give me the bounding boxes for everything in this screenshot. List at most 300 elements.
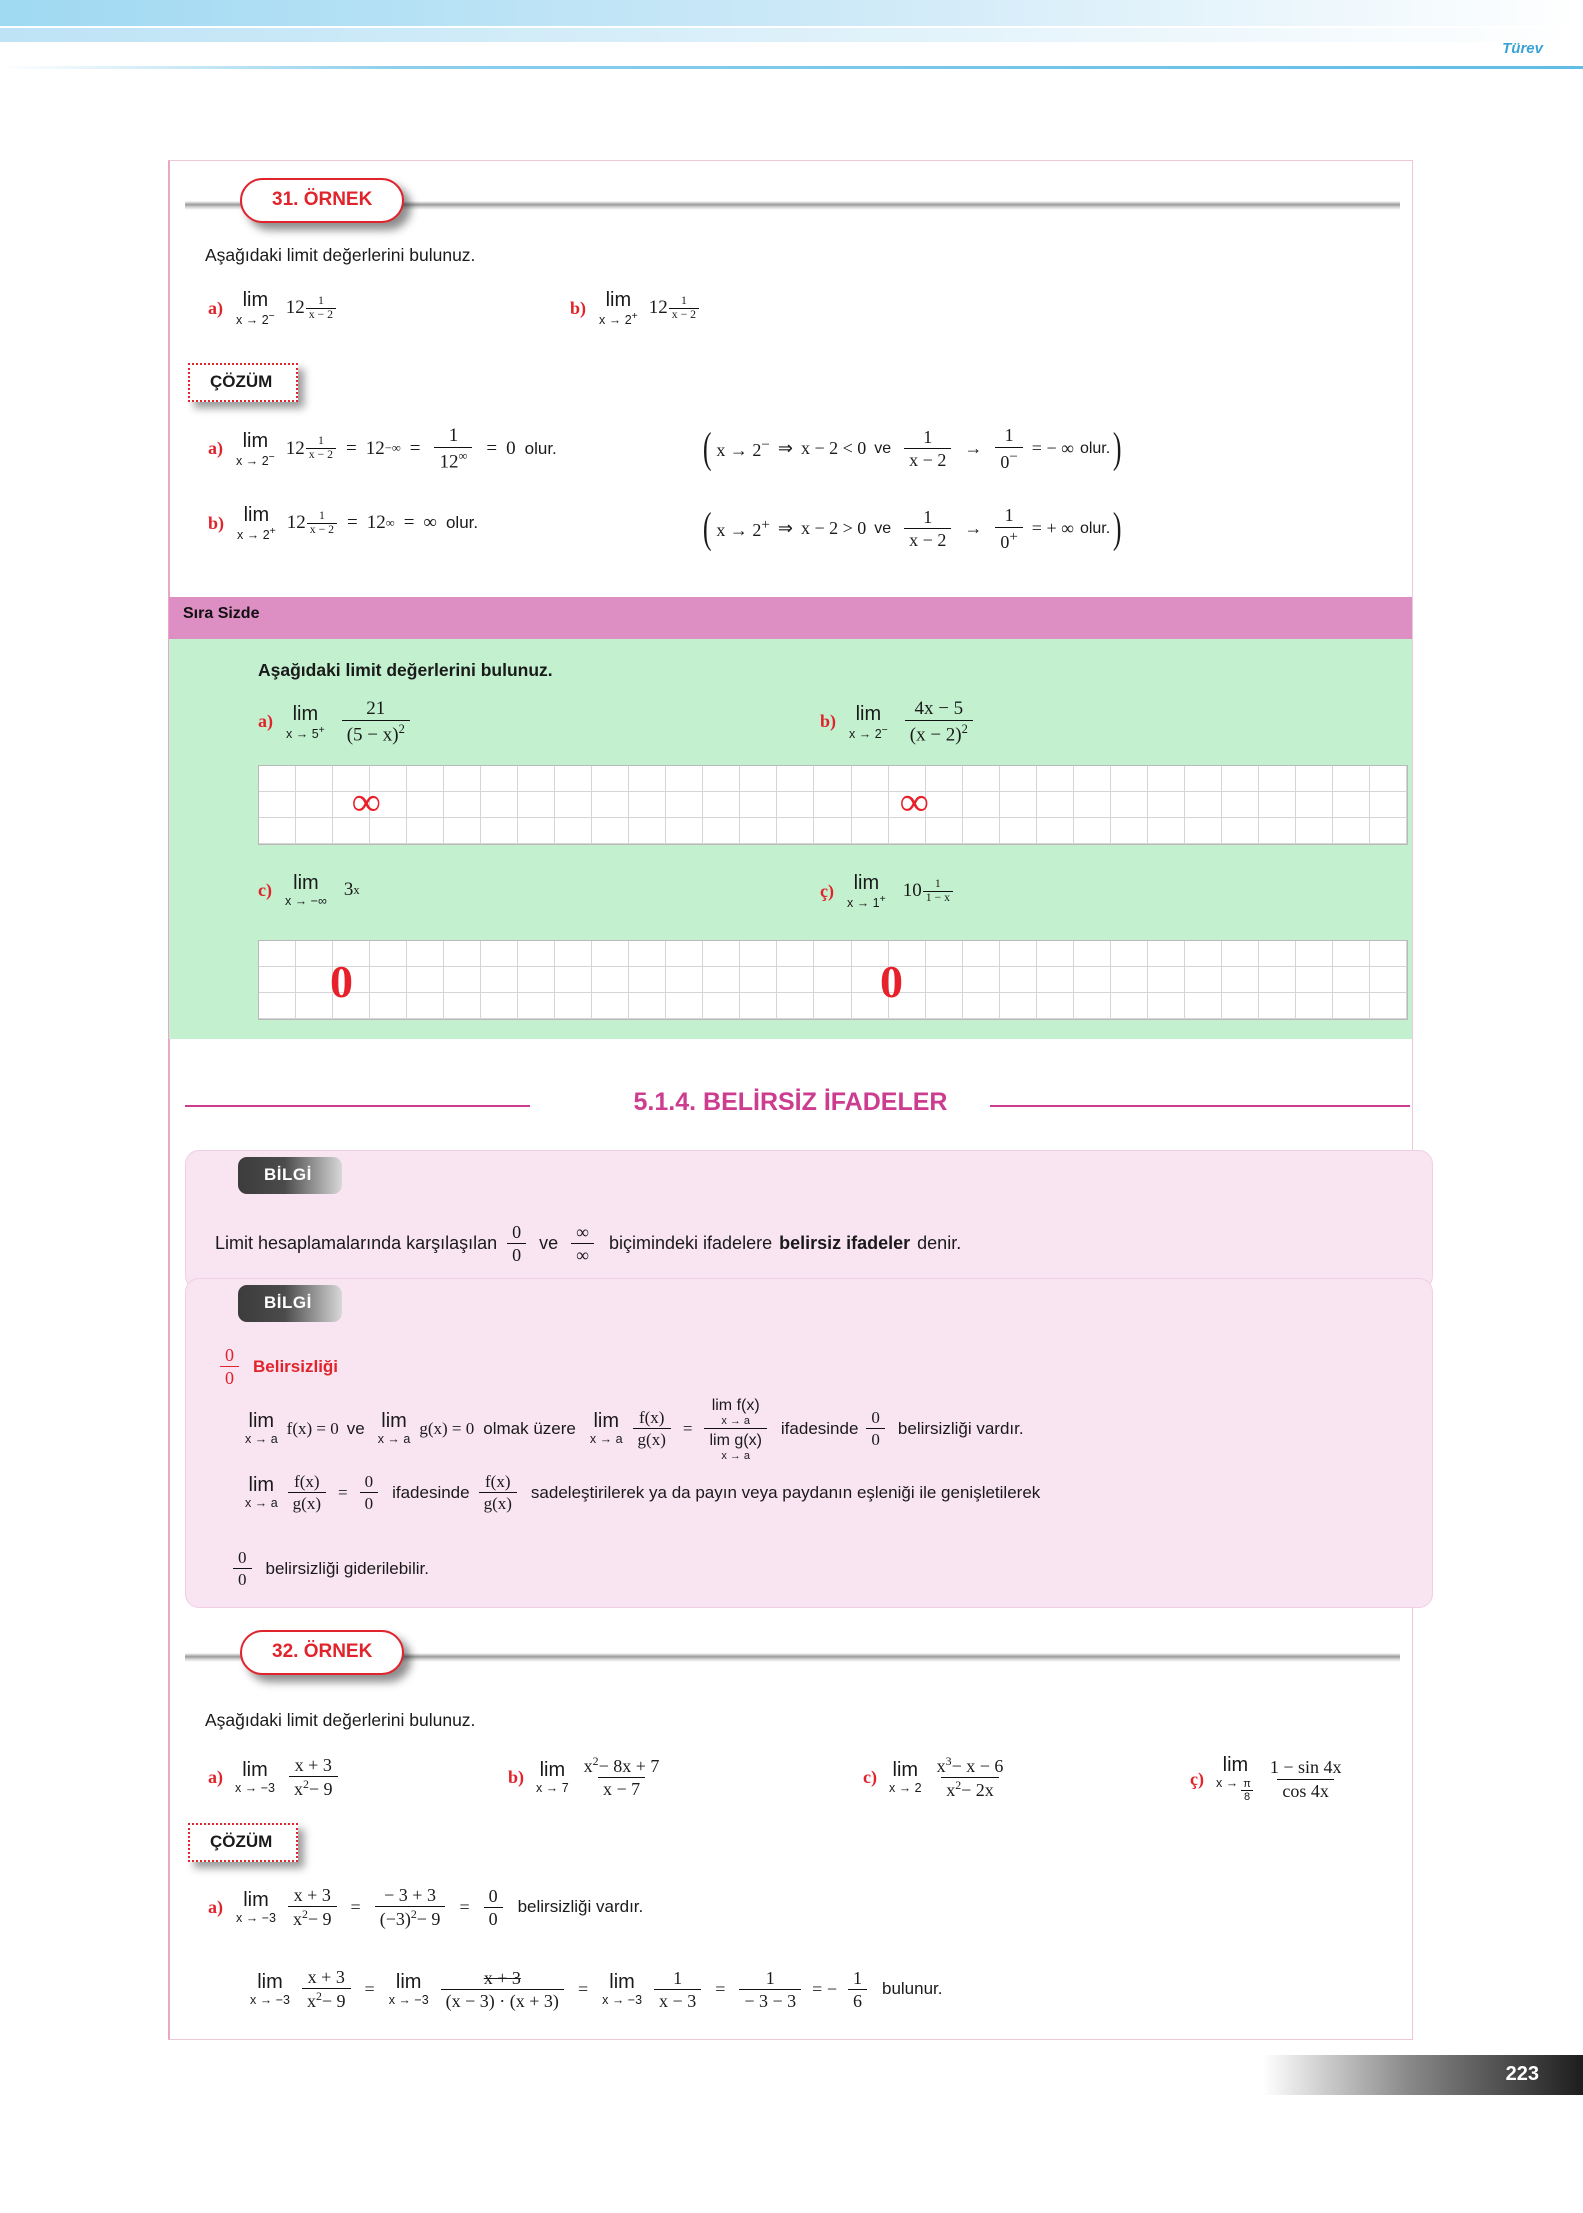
grid-cell[interactable] (926, 967, 963, 993)
grid-cell[interactable] (703, 818, 740, 844)
olur-text: olur. (1079, 439, 1111, 457)
step-exponent: ∞ (385, 515, 395, 530)
limit-operator (849, 704, 888, 741)
lim-text: lim (605, 289, 632, 311)
grid-cell[interactable] (296, 818, 333, 844)
grid-cell[interactable] (852, 941, 889, 967)
grid-cell[interactable] (370, 792, 407, 818)
header-rule (0, 66, 1583, 69)
line2-fraction-2: $\frac{f(x)}{g(x)}$ (479, 1472, 517, 1513)
grid-cell[interactable] (1037, 993, 1074, 1019)
grid-cell[interactable] (555, 967, 592, 993)
grid-cell[interactable] (963, 967, 1000, 993)
grid-cell[interactable] (481, 818, 518, 844)
limit-operator (237, 505, 276, 542)
grid-cell[interactable] (777, 941, 814, 967)
grid-cell[interactable] (852, 993, 889, 1019)
grid-cell[interactable] (296, 792, 333, 818)
grid-cell[interactable] (1185, 792, 1222, 818)
equals: = (403, 512, 415, 534)
sira-sizde-prompt: Aşağıdaki limit değerlerini bulunuz. (258, 660, 553, 680)
limit-operator: lim x → −3 (250, 1970, 290, 2007)
sira-problem-b (820, 698, 978, 746)
rhs-fraction (704, 1395, 766, 1462)
solution-fraction-1: $\frac{x + 3}{x^2- 9}$ (288, 1885, 337, 1929)
olur-text: olur. (1079, 519, 1111, 537)
bilgi-text-mid: biçimindeki ifadelere (609, 1233, 773, 1254)
grid-cell[interactable] (333, 967, 370, 993)
zero-over-zero: $\frac{0}{0}$ (360, 1472, 379, 1513)
running-header-title: Türev (1502, 40, 1543, 57)
grid-cell[interactable] (1185, 818, 1222, 844)
grid-cell[interactable] (296, 967, 333, 993)
example-32-item-a (208, 1755, 343, 1799)
grid-cell[interactable] (1000, 818, 1037, 844)
grid-cell[interactable] (852, 967, 889, 993)
grid-cell[interactable] (889, 993, 926, 1019)
handwritten-answer-b: ∞ (900, 779, 929, 824)
grid-cell[interactable] (926, 941, 963, 967)
grid-cell[interactable] (666, 818, 703, 844)
answer-grid-1[interactable] (258, 765, 1408, 845)
limit-operator: lim x → a (245, 1474, 278, 1511)
bilgi-2-line-2 (240, 1472, 1040, 1513)
grid-cell[interactable] (1074, 993, 1111, 1019)
function-f: f(x) = 0 (286, 1418, 339, 1438)
limit-operator: lim x → −3 (236, 1888, 276, 1925)
grid-cell[interactable] (259, 941, 296, 967)
grid-cell[interactable] (1037, 941, 1074, 967)
grid-cell[interactable] (777, 967, 814, 993)
grid-cell[interactable] (444, 818, 481, 844)
grid-cell[interactable] (296, 941, 333, 967)
grid-cell[interactable] (1296, 967, 1333, 993)
fraction-numerator: $x^2- 8x + 7$ (583, 1754, 660, 1776)
grid-cell[interactable] (370, 818, 407, 844)
step-base: 12 (365, 437, 385, 459)
grid-cell[interactable] (370, 941, 407, 967)
lhs-fraction: $\frac{f(x)}{g(x)}$ (633, 1408, 671, 1449)
lim-subscript: x → $\frac{\pi}{8}$ (1216, 1777, 1255, 1803)
grid-cell[interactable] (555, 766, 592, 792)
tail-text-1: ifadesinde (780, 1418, 859, 1438)
grid-cell[interactable] (1222, 792, 1259, 818)
grid-cell[interactable] (777, 818, 814, 844)
grid-cell[interactable] (777, 993, 814, 1019)
grid-cell[interactable] (296, 993, 333, 1019)
grid-cell[interactable] (407, 967, 444, 993)
inequality: x − 2 < 0 (800, 438, 867, 458)
grid-cell[interactable] (889, 818, 926, 844)
lim-text: lim (395, 1970, 422, 1993)
grid-cell[interactable] (1222, 967, 1259, 993)
grid-cell[interactable] (814, 792, 851, 818)
grid-cell[interactable] (1370, 766, 1407, 792)
grid-cell[interactable] (703, 967, 740, 993)
grid-cell[interactable] (481, 967, 518, 993)
zero-over-zero: $\frac{0}{0}$ (866, 1408, 885, 1449)
example-32-item-c (863, 1755, 1013, 1800)
grid-cell[interactable] (1000, 941, 1037, 967)
grid-cell[interactable] (1296, 766, 1333, 792)
mid-text: ifadesinde (392, 1482, 470, 1502)
grid-cell[interactable] (1370, 993, 1407, 1019)
grid-cell[interactable] (889, 766, 926, 792)
grid-cell[interactable] (259, 818, 296, 844)
grid-cell[interactable] (889, 941, 926, 967)
implies-symbol: ⇒ (777, 518, 793, 538)
grid-cell[interactable] (1296, 993, 1333, 1019)
grid-cell[interactable] (740, 967, 777, 993)
grid-cell[interactable] (370, 766, 407, 792)
grid-cell[interactable] (481, 792, 518, 818)
grid-cell[interactable] (555, 941, 592, 967)
item-label-b: b) (570, 297, 587, 318)
grid-cell[interactable] (481, 941, 518, 967)
grid-cell[interactable] (555, 792, 592, 818)
exponent: x (353, 882, 360, 897)
grid-cell[interactable] (740, 941, 777, 967)
bilgi-text-after: denir. (917, 1233, 962, 1254)
grid-cell[interactable] (518, 818, 555, 844)
limit-operator (236, 431, 275, 468)
cancelled-numerator: x + 3 (483, 1967, 521, 1988)
rhs-numerator (707, 1395, 765, 1428)
step-exponent: −∞ (384, 441, 401, 456)
grid-cell[interactable] (814, 818, 851, 844)
grid-cell[interactable] (592, 967, 629, 993)
grid-cell[interactable] (518, 766, 555, 792)
solution-label: a) (208, 1896, 223, 1917)
item-label-a: a) (208, 1766, 223, 1787)
grid-cell[interactable] (407, 792, 444, 818)
grid-cell[interactable] (1148, 818, 1185, 844)
grid-cell[interactable] (1296, 818, 1333, 844)
grid-cell[interactable] (1296, 941, 1333, 967)
example-32-item-c-cedilla (1190, 1755, 1351, 1803)
grid-cell[interactable] (703, 993, 740, 1019)
row2-fraction-2 (441, 1968, 564, 2011)
grid-cell[interactable] (1259, 993, 1296, 1019)
note-result: = + ∞ (1031, 518, 1074, 538)
fraction-numerator: $x^3- x - 6$ (936, 1754, 1004, 1776)
grid-cell[interactable] (814, 967, 851, 993)
page-number: 223 (1505, 2063, 1539, 2085)
solution-label-a: a) (208, 438, 223, 459)
implies-symbol: ⇒ (777, 438, 793, 458)
grid-cell[interactable] (852, 818, 889, 844)
item-fraction: $\frac{1 - \sin 4x}{\cos 4x}$ (1269, 1757, 1342, 1801)
grid-cell[interactable] (518, 792, 555, 818)
example-31-note-a (700, 424, 1125, 473)
grid-cell[interactable] (518, 967, 555, 993)
grid-cell[interactable] (703, 941, 740, 967)
lim-subscript: x → 2− (236, 311, 275, 328)
grid-cell[interactable] (1000, 792, 1037, 818)
grid-cell[interactable] (1333, 993, 1370, 1019)
grid-cell[interactable] (926, 766, 963, 792)
limit-operator: lim x → a (589, 1410, 623, 1447)
grid-cell[interactable] (1333, 967, 1370, 993)
grid-cell[interactable] (518, 993, 555, 1019)
grid-cell[interactable] (481, 766, 518, 792)
grid-cell[interactable] (852, 792, 889, 818)
grid-cell[interactable] (926, 993, 963, 1019)
example-32-solution-row-2 (245, 1967, 942, 2011)
grid-cell[interactable] (1074, 941, 1111, 967)
tail-text: sadeleştirilerek ya da payın veya paydanın eşleniği ile genişletilerek (530, 1482, 1041, 1502)
lim-subscript: x → 2+ (237, 526, 276, 543)
indeterminate-inf-over-inf: $\frac{\infty}{\infty}$ (571, 1222, 594, 1265)
grid-cell[interactable] (1259, 766, 1296, 792)
olur-text: olur. (524, 438, 557, 458)
grid-cell[interactable] (740, 792, 777, 818)
grid-cell[interactable] (370, 993, 407, 1019)
equals: = (337, 1482, 348, 1502)
olur-text: olur. (445, 513, 479, 533)
bilgi-bold-term: belirsiz ifadeler (779, 1233, 911, 1254)
grid-cell[interactable] (666, 941, 703, 967)
grid-cell[interactable] (592, 818, 629, 844)
equals-2: = (459, 1896, 470, 1917)
grid-cell[interactable] (963, 993, 1000, 1019)
grid-cell[interactable] (444, 993, 481, 1019)
grid-cell[interactable] (1222, 941, 1259, 967)
grid-cell[interactable] (1259, 941, 1296, 967)
grid-cell[interactable] (333, 766, 370, 792)
grid-cell[interactable] (592, 792, 629, 818)
grid-cell[interactable] (963, 766, 1000, 792)
grid-cell[interactable] (1185, 967, 1222, 993)
grid-cell[interactable] (963, 818, 1000, 844)
grid-cell[interactable] (518, 941, 555, 967)
grid-cell[interactable] (1111, 941, 1148, 967)
answer-grid-2[interactable] (258, 940, 1408, 1020)
grid-cell[interactable] (407, 993, 444, 1019)
grid-cell[interactable] (889, 792, 926, 818)
grid-cell[interactable] (1185, 766, 1222, 792)
grid-cell[interactable] (1074, 967, 1111, 993)
inequality: x − 2 > 0 (800, 518, 867, 538)
lim-text: lim (242, 429, 269, 452)
grid-cell[interactable] (370, 967, 407, 993)
solution-value: 0 (506, 437, 516, 459)
grid-cell[interactable] (1222, 818, 1259, 844)
grid-cell[interactable] (703, 792, 740, 818)
grid-cell[interactable] (1074, 766, 1111, 792)
grid-cell[interactable] (1259, 967, 1296, 993)
row2-fraction-3: $\frac{1}{x - 3}$ (654, 1968, 701, 2011)
grid-cell[interactable] (1111, 993, 1148, 1019)
grid-cell[interactable] (592, 766, 629, 792)
grid-cell[interactable] (1111, 967, 1148, 993)
item-fraction: $\frac{x^2- 8x + 7}{x - 7}$ (579, 1755, 665, 1799)
grid-cell[interactable] (703, 766, 740, 792)
grid-cell[interactable] (629, 941, 666, 967)
lim-text: lim (539, 1758, 566, 1781)
limit-operator (1216, 1755, 1255, 1803)
grid-cell[interactable] (629, 993, 666, 1019)
grid-cell[interactable] (333, 993, 370, 1019)
grid-cell[interactable] (592, 993, 629, 1019)
note-fraction-2: $\frac{1}{0^+}$ (995, 505, 1022, 551)
zero-over-zero: $\frac{0}{0}$ (484, 1886, 503, 1929)
grid-cell[interactable] (1000, 967, 1037, 993)
grid-cell[interactable] (666, 792, 703, 818)
grid-cell[interactable] (777, 766, 814, 792)
limit-operator: lim x → −3 (235, 1758, 275, 1795)
grid-cell[interactable] (1222, 766, 1259, 792)
grid-cell[interactable] (740, 993, 777, 1019)
lim-text: lim (609, 1970, 635, 1993)
grid-cell[interactable] (1148, 941, 1185, 967)
grid-cell[interactable] (259, 967, 296, 993)
bilgi-text-before: Limit hesaplamalarında karşılaşılan (215, 1233, 498, 1254)
limit-operator: lim x → −3 (602, 1970, 643, 2007)
grid-cell[interactable] (1037, 967, 1074, 993)
grid-cell[interactable] (259, 993, 296, 1019)
fraction-denominator: 0+ (995, 527, 1022, 552)
note-fraction-1: $\frac{1}{x - 2}$ (904, 507, 951, 550)
grid-cell[interactable] (666, 993, 703, 1019)
problem-fraction: $\frac{4x - 5}{(x - 2)^2}$ (905, 698, 973, 746)
grid-cell[interactable] (814, 766, 851, 792)
handwritten-answer-a: ∞ (352, 779, 381, 824)
zero-over-zero: $\frac{0}{0}$ (233, 1548, 252, 1589)
grid-cell[interactable] (1259, 818, 1296, 844)
grid-cell[interactable] (1111, 766, 1148, 792)
grid-cell[interactable] (629, 967, 666, 993)
grid-cell[interactable] (1333, 941, 1370, 967)
right-paren: ) (1113, 425, 1122, 472)
lim-subscript: x → 5+ (286, 724, 325, 741)
grid-cell[interactable] (407, 766, 444, 792)
limit-operator: lim f(x) x → a (711, 1397, 760, 1427)
grid-cell[interactable] (1037, 792, 1074, 818)
grid-cell[interactable] (407, 818, 444, 844)
grid-cell[interactable] (1037, 766, 1074, 792)
grid-cell[interactable] (666, 967, 703, 993)
grid-cell[interactable] (629, 818, 666, 844)
grid-cell[interactable] (444, 792, 481, 818)
grid-cell[interactable] (333, 792, 370, 818)
grid-cell[interactable] (777, 792, 814, 818)
grid-cell[interactable] (333, 818, 370, 844)
exponent-fraction: $\frac{1}{x - 2}$ (306, 435, 336, 462)
limit-operator (286, 704, 325, 741)
grid-cell[interactable] (889, 967, 926, 993)
grid-cell[interactable] (1037, 818, 1074, 844)
grid-cell[interactable] (629, 766, 666, 792)
bilgi-2-line-1 (240, 1395, 1024, 1462)
tail-text-2: belirsizliği vardır. (897, 1418, 1024, 1438)
grid-cell[interactable] (1148, 967, 1185, 993)
lim-text: lim (257, 1970, 283, 1993)
example-31-cozum-badge: ÇÖZÜM (188, 363, 298, 402)
grid-cell[interactable] (481, 993, 518, 1019)
solution-value: ∞ (423, 512, 437, 534)
grid-cell[interactable] (1111, 818, 1148, 844)
base: 10 (902, 880, 922, 902)
grid-cell[interactable] (555, 818, 592, 844)
grid-cell[interactable] (740, 818, 777, 844)
grid-cell[interactable] (666, 766, 703, 792)
grid-cell[interactable] (444, 941, 481, 967)
grid-cell[interactable] (1185, 993, 1222, 1019)
limit-operator: lim x → −3 (388, 1970, 429, 2007)
lim-subscript: x → 2+ (599, 311, 638, 328)
top-decorative-bar-primary (0, 0, 1583, 26)
item-label-b: b) (508, 1766, 525, 1787)
grid-cell[interactable] (1074, 792, 1111, 818)
grid-cell[interactable] (555, 993, 592, 1019)
sira-problem-a (258, 698, 415, 746)
lim-subscript: x → 2− (849, 724, 888, 741)
equals: = (347, 512, 358, 534)
example-32-prompt: Aşağıdaki limit değerlerini bulunuz. (205, 1710, 476, 1730)
grid-cell[interactable] (1000, 766, 1037, 792)
note-fraction-2: $\frac{1}{0^-}$ (995, 425, 1022, 471)
grid-cell[interactable] (1148, 792, 1185, 818)
grid-cell[interactable] (926, 818, 963, 844)
grid-cell[interactable] (1370, 967, 1407, 993)
grid-cell[interactable] (1259, 792, 1296, 818)
fraction-denominator: $x^2- 2x$ (941, 1777, 999, 1800)
grid-cell[interactable] (1111, 792, 1148, 818)
ve-text: ve (346, 1418, 365, 1438)
exponent-fraction: $\frac{1}{x - 2}$ (307, 510, 337, 537)
grid-cell[interactable] (963, 941, 1000, 967)
left-paren: ( (702, 505, 712, 552)
grid-cell[interactable] (852, 766, 889, 792)
grid-cell[interactable] (740, 766, 777, 792)
grid-cell[interactable] (259, 792, 296, 818)
grid-cell[interactable] (1148, 993, 1185, 1019)
left-paren: ( (702, 425, 712, 472)
grid-cell[interactable] (444, 967, 481, 993)
grid-cell[interactable] (407, 941, 444, 967)
grid-cell[interactable] (1148, 766, 1185, 792)
grid-cell[interactable] (1370, 792, 1407, 818)
lim-text: lim (293, 872, 319, 894)
grid-cell[interactable] (1222, 993, 1259, 1019)
grid-cell[interactable] (814, 941, 851, 967)
grid-cell[interactable] (629, 792, 666, 818)
grid-cell[interactable] (1333, 818, 1370, 844)
grid-cell[interactable] (333, 941, 370, 967)
grid-cell[interactable] (1370, 941, 1407, 967)
grid-cell[interactable] (1370, 818, 1407, 844)
grid-cell[interactable] (1296, 792, 1333, 818)
grid-cell[interactable] (963, 792, 1000, 818)
grid-cell[interactable] (444, 766, 481, 792)
item-fraction (932, 1755, 1009, 1800)
grid-cell[interactable] (296, 766, 333, 792)
grid-cell[interactable] (1074, 818, 1111, 844)
grid-cell[interactable] (926, 792, 963, 818)
grid-cell[interactable] (259, 766, 296, 792)
grid-cell[interactable] (592, 941, 629, 967)
grid-cell[interactable] (814, 993, 851, 1019)
lim-text: lim (855, 702, 882, 725)
grid-cell[interactable] (1333, 766, 1370, 792)
equals-1: = (364, 1978, 375, 1999)
grid-cell[interactable] (1185, 941, 1222, 967)
lim-text: lim (853, 872, 880, 894)
grid-cell[interactable] (1000, 993, 1037, 1019)
lim-text: lim (292, 702, 319, 725)
grid-cell[interactable] (1333, 792, 1370, 818)
